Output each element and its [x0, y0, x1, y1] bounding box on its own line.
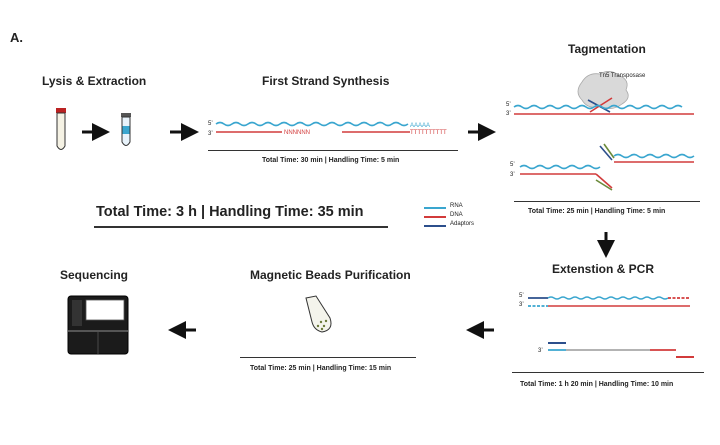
cut-rna-fragment — [520, 166, 600, 169]
step-title-extension: Extenstion & PCR — [552, 262, 655, 276]
tn5-label: Tn5 Transposase — [599, 73, 646, 79]
sample-tube-icon — [56, 108, 66, 150]
magnetic-beads-tube-icon — [306, 296, 331, 332]
legend-label-rna: RNA — [450, 203, 463, 209]
tag-prime5-label: 5’ — [506, 102, 511, 108]
step-title-sequencing: Sequencing — [60, 268, 129, 282]
step-title-first-strand: First Strand Synthesis — [262, 74, 390, 88]
tagmentation-time: Total Time: 25 min | Handling Time: 5 min — [528, 208, 666, 215]
pcr-prime3-label: 3’ — [538, 348, 543, 354]
total-time-summary: Total Time: 3 h | Handling Time: 35 min — [96, 204, 364, 220]
extension-time: Total Time: 1 h 20 min | Handling Time: 10 min — [520, 381, 674, 388]
cut-prime5-label: 5’ — [510, 162, 515, 168]
tag-prime3-label: 3’ — [506, 111, 511, 117]
sequencer-icon — [68, 296, 128, 354]
cut-rna-fragment-2 — [614, 155, 694, 158]
prime5-label: 5’ — [208, 121, 213, 127]
step-title-beads: Magnetic Beads Purification — [250, 268, 411, 282]
polyT-label: TTTTTTTTTT — [410, 130, 447, 136]
cut-prime3-label: 3’ — [510, 172, 515, 178]
legend-label-adaptors: Adaptors — [450, 221, 475, 227]
step-title-tagmentation: Tagmentation — [568, 42, 646, 56]
ext-prime5-label: 5’ — [519, 293, 524, 299]
step-title-lysis: Lysis & Extraction — [42, 74, 147, 88]
rna-strand — [216, 123, 408, 126]
prime3-label: 3’ — [208, 131, 213, 137]
tagmentation-diagram — [506, 71, 694, 190]
extension-diagram — [519, 293, 694, 357]
polyA-label: AAAAA — [410, 123, 431, 129]
legend-label-dna: DNA — [450, 212, 463, 218]
beads-time: Total Time: 25 min | Handling Time: 15 min — [250, 365, 392, 372]
first-strand-time: Total Time: 30 min | Handling Time: 5 min — [262, 157, 400, 164]
extraction-tube-icon — [121, 113, 131, 146]
random-primer-label: NNNNNN — [284, 130, 310, 136]
first-strand-diagram — [208, 121, 447, 137]
panel-label: A. — [10, 30, 23, 45]
ext-prime3-label: 3’ — [519, 302, 524, 308]
